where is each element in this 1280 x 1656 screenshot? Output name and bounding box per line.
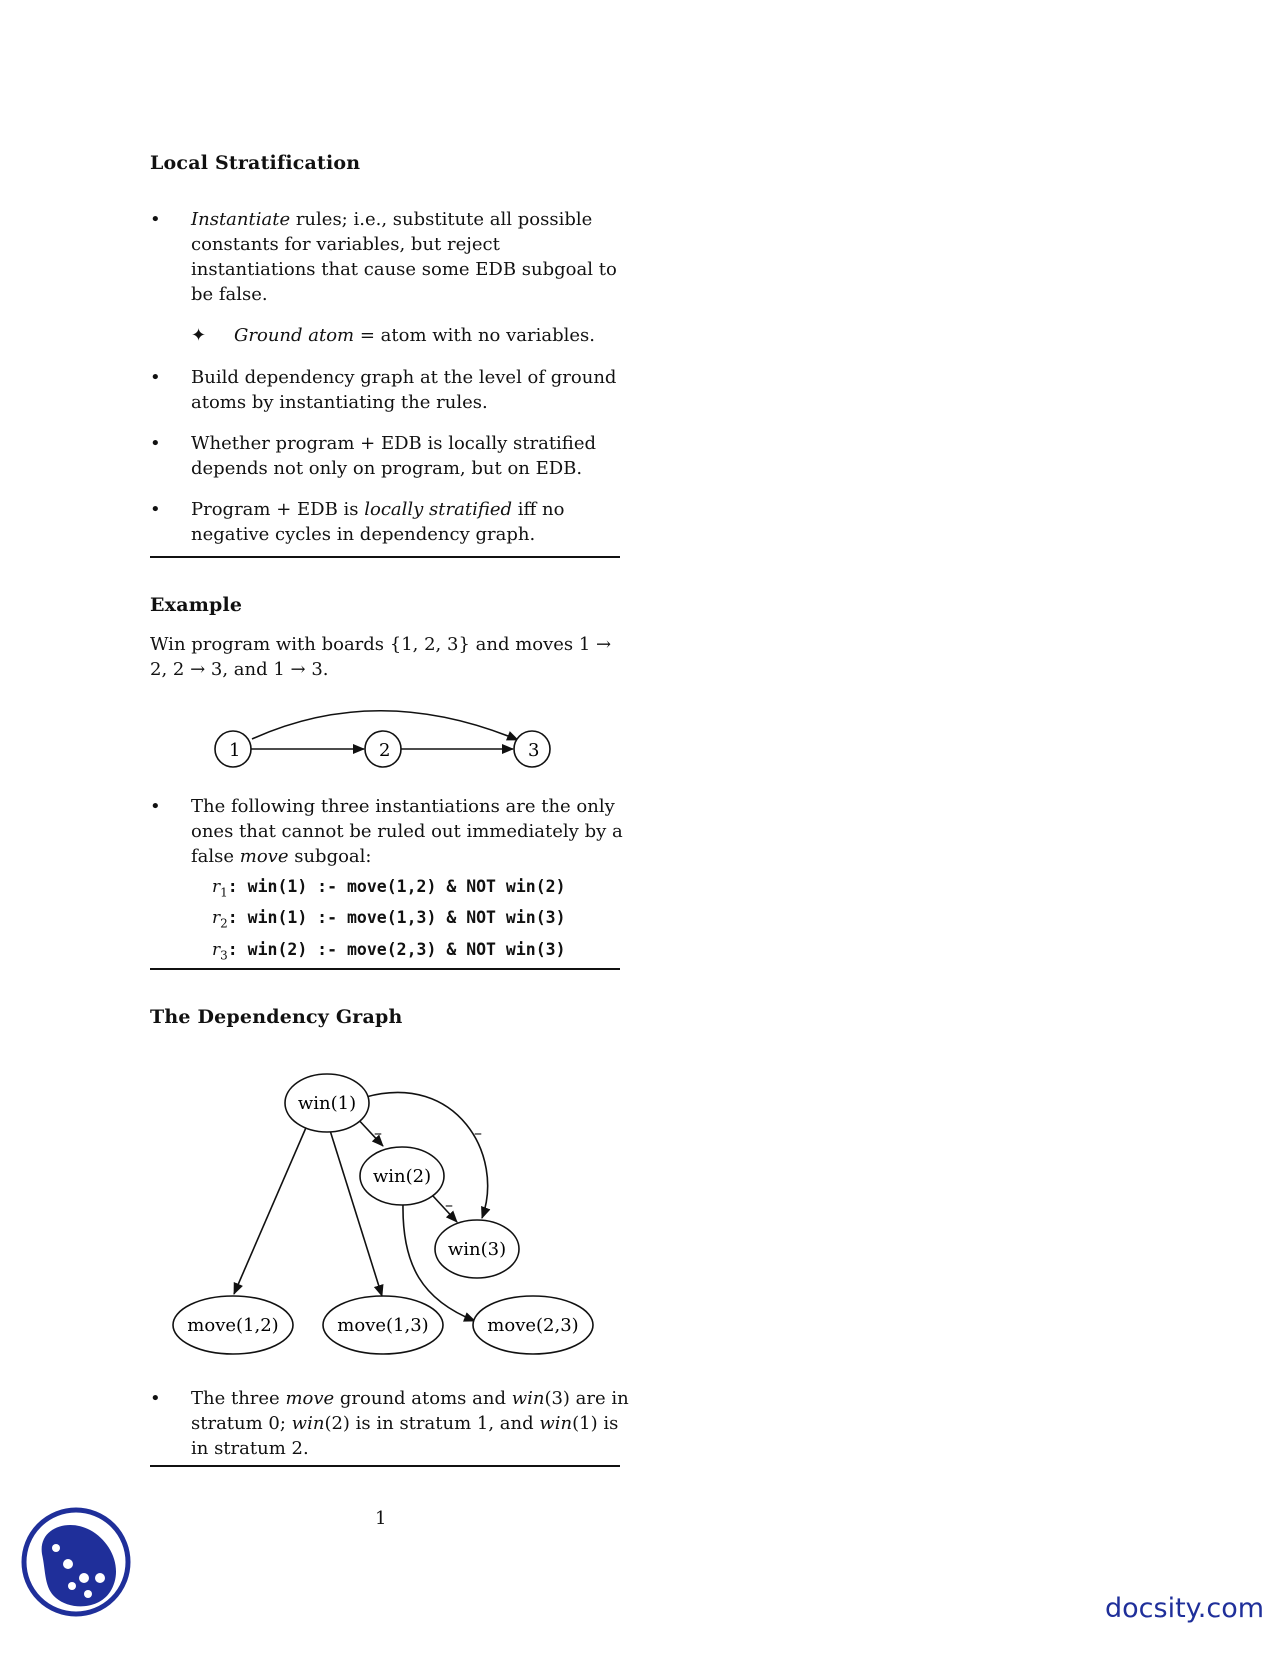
- term-move: move: [285, 1388, 335, 1409]
- node-move12-label: move(1,2): [187, 1315, 279, 1336]
- bullet-instantiations: [150, 794, 630, 869]
- bullet-text: Build dependency graph at the level of ground atoms by instantiating the rules.: [191, 367, 617, 413]
- bullet-dot: •: [150, 209, 161, 230]
- section-divider: [150, 556, 620, 558]
- bullet-locally-stratified: [150, 497, 630, 547]
- rule-line: $r_3$: win(2) :- move(2,3) & NOT win(3): [212, 939, 566, 963]
- rule-line: $r_1$: win(1) :- move(1,2) & NOT win(2): [212, 877, 566, 900]
- section-divider: [150, 968, 620, 970]
- term-instantiate: Instantiate: [191, 209, 291, 230]
- node-win1-label: win(1): [297, 1093, 357, 1114]
- section-title-local-stratification: Local Stratification: [150, 152, 361, 174]
- sub-bullet-text: = atom with no variables.: [354, 325, 595, 346]
- star-bullet-icon: ✦: [191, 325, 207, 346]
- node-move13-label: move(1,3): [337, 1315, 429, 1336]
- bullet-dependency-graph: [150, 365, 630, 415]
- term-win: win: [511, 1388, 545, 1409]
- neg-label: –: [445, 1195, 453, 1214]
- rule-line: $r_2$: win(1) :- move(1,3) & NOT win(3): [212, 908, 566, 931]
- neg-label: –: [374, 1123, 382, 1142]
- section-title-dependency-graph: The Dependency Graph: [150, 1006, 403, 1028]
- edge-win1-move13: [328, 1124, 382, 1296]
- bullet-text: rules; i.e., substitute all possible constants for variables, but reject instantiations that cause some EDB subgoal to be false.: [191, 209, 617, 305]
- bullet-text: Program + EDB is: [191, 499, 365, 520]
- bullet-strata: • The three move ground atoms and win(3) are in stratum 0; win(2) is in stratum 1, and win(1) is in stratum 2.: [150, 1388, 629, 1459]
- board-move-graph: [200, 700, 560, 770]
- brand-wordmark[interactable]: docsity.com: [1105, 1593, 1265, 1624]
- bullet-dot: •: [150, 433, 161, 454]
- example-intro: Win program with boards {1, 2, 3} and moves 1 → 2, 2 → 3, and 1 → 3.: [150, 634, 612, 680]
- dependency-graph: [160, 1060, 600, 1360]
- bullet-text: The following three instantiations are the only ones that cannot be ruled out immediately by a false: [191, 796, 623, 867]
- node-1-label: 1: [229, 740, 241, 761]
- section-title-example: Example: [150, 594, 243, 616]
- docsity-logo-icon: [20, 1506, 132, 1618]
- node-move23-label: move(2,3): [487, 1315, 579, 1336]
- sub-bullet-ground-atom: [191, 323, 631, 348]
- rule-listing: [212, 874, 566, 968]
- bullet-instantiate: [150, 207, 630, 307]
- bullet-text: subgoal:: [288, 846, 372, 867]
- node-win3-label: win(3): [447, 1239, 507, 1260]
- bullet-depends-on-edb: [150, 431, 630, 481]
- term-win: win: [291, 1413, 325, 1434]
- node-2-label: 2: [379, 740, 391, 761]
- bullet-dot: •: [150, 1388, 161, 1409]
- bullet-dot: •: [150, 367, 161, 388]
- term-move: move: [239, 846, 289, 867]
- term-ground-atom: Ground atom: [234, 325, 355, 346]
- term-locally-stratified: locally stratified: [364, 499, 513, 520]
- page-number: 1: [375, 1508, 387, 1529]
- bullet-text: Whether program + EDB is locally stratified depends not only on program, but on EDB.: [191, 433, 596, 479]
- term-win: win: [539, 1413, 573, 1434]
- edge-win1-move12: [234, 1123, 308, 1294]
- bullet-text: iff no negative cycles in dependency graph.: [191, 499, 565, 545]
- section-divider: [150, 1465, 620, 1467]
- neg-label: –: [474, 1123, 482, 1142]
- bullet-dot: •: [150, 499, 161, 520]
- node-win2-label: win(2): [372, 1166, 432, 1187]
- bullet-dot: •: [150, 796, 161, 817]
- node-3-label: 3: [528, 740, 540, 761]
